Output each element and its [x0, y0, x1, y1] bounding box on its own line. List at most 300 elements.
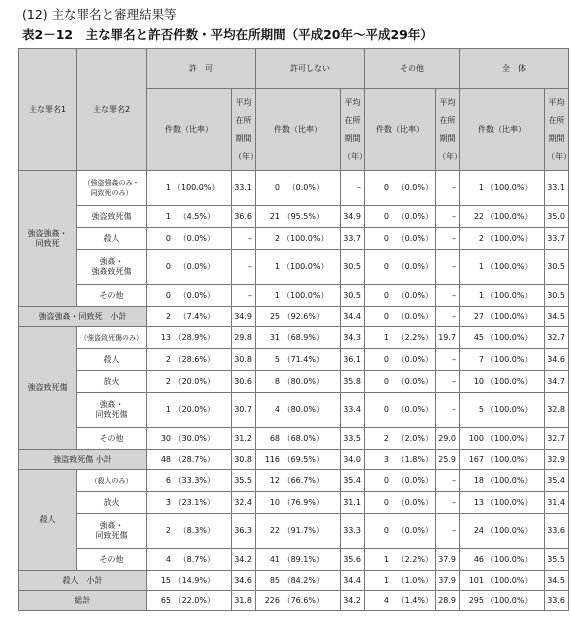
- avg-period-cell: 31.8: [232, 591, 256, 611]
- count-cell: [460, 514, 545, 549]
- avg-period-cell: 34.9: [341, 206, 365, 228]
- count-cell: [256, 349, 341, 371]
- count-cell: [460, 428, 545, 450]
- count-cell: [460, 307, 545, 327]
- count-cell: [460, 591, 545, 611]
- count-cell: [147, 307, 232, 327]
- count-cell: [365, 591, 436, 611]
- ratio-value: （100.0%）: [486, 475, 533, 485]
- table-row: [19, 349, 569, 371]
- count-cell: [365, 571, 436, 591]
- count-value: 1: [165, 183, 171, 192]
- count-cell: [365, 393, 436, 428]
- avg-period-cell: 34.0: [341, 450, 365, 470]
- table-row: [19, 492, 569, 514]
- count-cell: [147, 285, 232, 307]
- count-value: 0: [383, 183, 389, 192]
- count-cell: [147, 428, 232, 450]
- ratio-value: （100.0%）: [486, 233, 533, 243]
- count-cell: [256, 228, 341, 250]
- count-cell: [365, 470, 436, 492]
- subtotal-label: 殺人 小計: [19, 571, 147, 591]
- count-cell: [256, 450, 341, 470]
- count-value: 3: [165, 497, 171, 507]
- count-value: 4: [165, 554, 171, 564]
- avg-period-cell: 35.5: [545, 549, 569, 571]
- table-row: [19, 285, 569, 307]
- avg-period-cell: 36.1: [341, 349, 365, 371]
- ratio-value: （100.0%）: [486, 526, 533, 535]
- avg-period-cell: 32.7: [545, 327, 569, 349]
- count-value: 18: [473, 475, 484, 485]
- count-cell: [365, 171, 436, 206]
- count-cell: [147, 349, 232, 371]
- avg-period-cell: 19.7: [436, 327, 460, 349]
- ratio-value: （2.0%）: [396, 433, 433, 443]
- ratio-value: （8.7%）: [178, 554, 215, 564]
- avg-period-cell: 30.8: [232, 450, 256, 470]
- count-value: 1: [165, 211, 171, 221]
- ratio-value: （0.0%）: [396, 475, 433, 485]
- crime2-cell: 殺人: [77, 228, 147, 250]
- ratio-value: （0.0%）: [396, 497, 433, 507]
- count-cell: [365, 492, 436, 514]
- ratio-value: （2.2%）: [396, 332, 433, 342]
- ratio-value: （0.0%）: [396, 290, 433, 300]
- avg-period-cell: 29.8: [232, 327, 256, 349]
- count-value: 41: [269, 554, 280, 564]
- avg-period-cell: 35.5: [232, 470, 256, 492]
- avg-period-cell: 34.4: [341, 571, 365, 591]
- count-cell: [147, 393, 232, 428]
- count-value: 0: [165, 290, 171, 300]
- count-cell: [147, 450, 232, 470]
- avg-period-cell: –: [436, 371, 460, 393]
- count-cell: [147, 250, 232, 285]
- count-value: 1: [478, 262, 484, 271]
- count-value: 65: [160, 595, 171, 605]
- ratio-value: （14.9%）: [173, 575, 215, 585]
- count-value: 2: [478, 233, 484, 243]
- avg-period-cell: 25.9: [436, 450, 460, 470]
- count-cell: [256, 591, 341, 611]
- count-value: 8: [274, 376, 280, 386]
- count-value: 5: [478, 405, 484, 414]
- count-value: 1: [383, 575, 389, 585]
- ratio-value: （68.0%）: [282, 433, 324, 443]
- count-value: 27: [473, 311, 484, 321]
- count-value: 1: [478, 290, 484, 300]
- count-value: 1: [274, 262, 280, 271]
- header-row: [19, 49, 569, 89]
- count-value: 10: [473, 376, 484, 386]
- ratio-value: （100.0%）: [486, 405, 533, 414]
- ratio-value: （23.1%）: [173, 497, 215, 507]
- avg-period-cell: 30.7: [232, 393, 256, 428]
- avg-period-cell: –: [341, 171, 365, 206]
- count-cell: [365, 250, 436, 285]
- ratio-value: （0.0%）: [396, 211, 433, 221]
- header-avg: 平均 在所 期間 （年）: [436, 89, 460, 171]
- count-value: 167: [468, 454, 484, 464]
- avg-period-cell: 34.4: [341, 307, 365, 327]
- header-avg: 平均 在所 期間 （年）: [232, 89, 256, 171]
- avg-period-cell: 31.4: [545, 492, 569, 514]
- avg-period-cell: 35.6: [341, 549, 365, 571]
- count-value: 0: [383, 290, 389, 300]
- subtotal-row: [19, 450, 569, 470]
- ratio-value: （68.9%）: [282, 332, 324, 342]
- avg-period-cell: 33.1: [545, 171, 569, 206]
- count-value: 10: [269, 497, 280, 507]
- ratio-value: （0.0%）: [396, 526, 433, 535]
- avg-period-cell: –: [436, 250, 460, 285]
- crime2-cell: その他: [77, 428, 147, 450]
- avg-period-cell: 36.3: [232, 514, 256, 549]
- avg-period-cell: 33.5: [341, 428, 365, 450]
- crime2-cell: その他: [77, 285, 147, 307]
- table-row: [19, 393, 569, 428]
- ratio-value: （0.0%）: [178, 262, 215, 271]
- count-cell: [365, 228, 436, 250]
- avg-period-cell: 32.8: [545, 393, 569, 428]
- avg-period-cell: 34.2: [232, 549, 256, 571]
- table-row: [19, 327, 569, 349]
- ratio-value: （100.0%）: [486, 262, 533, 271]
- crime2-cell: 殺人: [77, 349, 147, 371]
- ratio-value: （1.0%）: [396, 575, 433, 585]
- count-cell: [365, 349, 436, 371]
- ratio-value: （1.4%）: [396, 595, 433, 605]
- count-value: 0: [274, 183, 280, 192]
- count-cell: [365, 549, 436, 571]
- count-value: 4: [274, 405, 280, 414]
- table-row: [19, 549, 569, 571]
- crime2-cell: 強姦・ 同致死傷: [77, 514, 147, 549]
- avg-period-cell: 33.4: [341, 393, 365, 428]
- ratio-value: （76.9%）: [282, 497, 324, 507]
- header-group: 許可しない: [256, 49, 365, 89]
- ratio-value: （2.2%）: [396, 554, 433, 564]
- count-cell: [256, 514, 341, 549]
- count-cell: [365, 327, 436, 349]
- count-value: 68: [269, 433, 280, 443]
- avg-period-cell: 32.7: [545, 428, 569, 450]
- count-cell: [256, 571, 341, 591]
- header-group: 全 体: [460, 49, 569, 89]
- count-value: 4: [383, 595, 389, 605]
- count-cell: [256, 171, 341, 206]
- count-value: 0: [383, 354, 389, 364]
- count-value: 1: [383, 332, 389, 342]
- crime1-cell: 強盗致死傷: [19, 327, 77, 450]
- avg-period-cell: 30.5: [341, 250, 365, 285]
- ratio-value: （7.4%）: [178, 311, 215, 321]
- crime2-cell: （殺人のみ）: [77, 470, 147, 492]
- count-cell: [460, 549, 545, 571]
- crime1-cell: 強盗強姦・ 同致死: [19, 171, 77, 307]
- count-cell: [460, 228, 545, 250]
- ratio-value: （100.0%）: [486, 554, 533, 564]
- ratio-value: （0.0%）: [396, 233, 433, 243]
- count-value: 21: [269, 211, 280, 221]
- avg-period-cell: 31.1: [341, 492, 365, 514]
- table-row: [19, 228, 569, 250]
- crime2-cell: その他: [77, 549, 147, 571]
- avg-period-cell: 35.4: [341, 470, 365, 492]
- header-crime2: 主な罪名2: [77, 49, 147, 171]
- count-cell: [460, 470, 545, 492]
- ratio-value: （100.0%）: [486, 454, 533, 464]
- avg-period-cell: –: [232, 250, 256, 285]
- ratio-value: （20.0%）: [173, 405, 215, 414]
- ratio-value: （0.0%）: [396, 354, 433, 364]
- count-value: 22: [473, 211, 484, 221]
- crime2-cell: 放火: [77, 371, 147, 393]
- ratio-value: （100.0%）: [282, 262, 329, 271]
- count-cell: [256, 549, 341, 571]
- ratio-value: （100.0%）: [486, 332, 533, 342]
- ratio-value: （100.0%）: [486, 376, 533, 386]
- ratio-value: （95.5%）: [282, 211, 324, 221]
- count-value: 13: [473, 497, 484, 507]
- ratio-value: （100.0%）: [486, 433, 533, 443]
- ratio-value: （28.7%）: [173, 454, 215, 464]
- avg-period-cell: 33.3: [341, 514, 365, 549]
- avg-period-cell: 34.3: [341, 327, 365, 349]
- avg-period-cell: 33.7: [341, 228, 365, 250]
- avg-period-cell: 30.6: [232, 371, 256, 393]
- count-cell: [460, 393, 545, 428]
- count-cell: [256, 428, 341, 450]
- avg-period-cell: 31.2: [232, 428, 256, 450]
- header-count: 件数（比率）: [147, 89, 232, 171]
- count-value: 0: [383, 233, 389, 243]
- count-value: 15: [160, 575, 171, 585]
- count-value: 0: [165, 233, 171, 243]
- header-crime1: 主な罪名1: [19, 49, 77, 171]
- ratio-value: （100.0%）: [486, 311, 533, 321]
- count-cell: [147, 171, 232, 206]
- count-value: 22: [269, 526, 280, 535]
- count-value: 2: [274, 233, 280, 243]
- avg-period-cell: 30.5: [545, 250, 569, 285]
- ratio-value: （0.0%）: [396, 311, 433, 321]
- table-row: [19, 171, 569, 206]
- ratio-value: （28.6%）: [173, 354, 215, 364]
- ratio-value: （100.0%）: [486, 575, 533, 585]
- avg-period-cell: 28.9: [436, 591, 460, 611]
- header-count: 件数（比率）: [460, 89, 545, 171]
- ratio-value: （100.0%）: [486, 595, 533, 605]
- avg-period-cell: –: [232, 228, 256, 250]
- ratio-value: （100.0%）: [486, 497, 533, 507]
- crime2-cell: 放火: [77, 492, 147, 514]
- header-group: その他: [365, 49, 460, 89]
- count-cell: [365, 285, 436, 307]
- subtotal-row: [19, 571, 569, 591]
- count-value: 0: [383, 262, 389, 271]
- count-cell: [460, 492, 545, 514]
- ratio-value: （22.0%）: [173, 595, 215, 605]
- ratio-value: （20.0%）: [173, 376, 215, 386]
- count-cell: [365, 371, 436, 393]
- count-cell: [460, 371, 545, 393]
- avg-period-cell: 34.5: [545, 571, 569, 591]
- table-row: [19, 470, 569, 492]
- ratio-value: （0.0%）: [396, 262, 433, 271]
- table-row: [19, 250, 569, 285]
- crime2-cell: 強姦・ 同致死傷: [77, 393, 147, 428]
- avg-period-cell: 33.6: [545, 591, 569, 611]
- count-cell: [147, 206, 232, 228]
- count-cell: [256, 371, 341, 393]
- table-caption: 表2－12 主な罪名と許否件数・平均在所期間（平成20年～平成29年）: [22, 27, 433, 42]
- crime2-cell: 強姦・ 強姦致死傷: [77, 250, 147, 285]
- count-cell: [147, 470, 232, 492]
- count-value: 30: [160, 433, 171, 443]
- count-value: 116: [264, 454, 280, 464]
- avg-period-cell: 35.8: [341, 371, 365, 393]
- header-group: 許 可: [147, 49, 256, 89]
- count-value: 46: [473, 554, 484, 564]
- ratio-value: （100.0%）: [486, 183, 533, 192]
- count-value: 12: [269, 475, 280, 485]
- count-cell: [147, 549, 232, 571]
- count-cell: [147, 228, 232, 250]
- avg-period-cell: –: [436, 206, 460, 228]
- count-cell: [460, 206, 545, 228]
- avg-period-cell: 33.6: [545, 514, 569, 549]
- count-cell: [147, 492, 232, 514]
- section-title: (12) 主な罪名と審理結果等: [22, 7, 177, 22]
- avg-period-cell: –: [436, 307, 460, 327]
- ratio-value: （0.0%）: [178, 290, 215, 300]
- avg-period-cell: –: [232, 285, 256, 307]
- count-value: 6: [165, 475, 171, 485]
- count-cell: [460, 349, 545, 371]
- count-value: 25: [269, 311, 280, 321]
- count-value: 5: [274, 354, 280, 364]
- count-value: 0: [383, 475, 389, 485]
- avg-period-cell: 32.9: [545, 450, 569, 470]
- avg-period-cell: –: [436, 285, 460, 307]
- avg-period-cell: 35.4: [545, 470, 569, 492]
- avg-period-cell: 30.5: [341, 285, 365, 307]
- count-value: 1: [478, 183, 484, 192]
- count-cell: [460, 250, 545, 285]
- count-cell: [147, 591, 232, 611]
- count-value: 100: [468, 433, 484, 443]
- ratio-value: （80.0%）: [282, 376, 324, 386]
- count-cell: [256, 327, 341, 349]
- avg-period-cell: –: [436, 349, 460, 371]
- count-cell: [147, 371, 232, 393]
- count-value: 31: [269, 332, 280, 342]
- count-value: 3: [383, 454, 389, 464]
- avg-period-cell: –: [436, 393, 460, 428]
- ratio-value: （92.6%）: [282, 311, 324, 321]
- ratio-value: （100.0%）: [282, 233, 329, 243]
- ratio-value: （76.6%）: [282, 595, 324, 605]
- count-cell: [256, 250, 341, 285]
- count-value: 45: [473, 332, 484, 342]
- count-value: 0: [383, 405, 389, 414]
- avg-period-cell: 34.6: [545, 349, 569, 371]
- count-cell: [365, 450, 436, 470]
- count-value: 1: [165, 405, 171, 414]
- table-row: [19, 428, 569, 450]
- count-cell: [256, 307, 341, 327]
- count-cell: [256, 492, 341, 514]
- count-cell: [256, 393, 341, 428]
- count-value: 2: [165, 354, 171, 364]
- count-value: 0: [383, 376, 389, 386]
- avg-period-cell: –: [436, 228, 460, 250]
- header-avg: 平均 在所 期間 （年）: [341, 89, 365, 171]
- count-value: 24: [473, 526, 484, 535]
- ratio-value: （89.1%）: [282, 554, 324, 564]
- count-cell: [147, 571, 232, 591]
- ratio-value: （0.0%）: [396, 405, 433, 414]
- count-cell: [460, 285, 545, 307]
- ratio-value: （71.4%）: [282, 354, 324, 364]
- ratio-value: （100.0%）: [486, 354, 533, 364]
- crime2-cell: 強盗致死傷: [77, 206, 147, 228]
- count-value: 0: [383, 497, 389, 507]
- avg-period-cell: 30.5: [545, 285, 569, 307]
- count-cell: [460, 571, 545, 591]
- results-table: [18, 48, 569, 611]
- avg-period-cell: 37.9: [436, 549, 460, 571]
- count-value: 7: [478, 354, 484, 364]
- total-label: 総計: [19, 591, 147, 611]
- ratio-value: （0.0%）: [178, 233, 215, 243]
- avg-period-cell: 33.7: [545, 228, 569, 250]
- count-value: 2: [165, 526, 171, 535]
- header-avg: 平均 在所 期間 （年）: [545, 89, 569, 171]
- ratio-value: （80.0%）: [282, 405, 324, 414]
- count-value: 2: [383, 433, 389, 443]
- count-cell: [256, 206, 341, 228]
- ratio-value: （100.0%）: [486, 290, 533, 300]
- ratio-value: （8.3%）: [178, 526, 215, 535]
- avg-period-cell: –: [436, 470, 460, 492]
- count-value: 85: [269, 575, 280, 585]
- count-value: 1: [383, 554, 389, 564]
- ratio-value: （100.0%）: [173, 183, 220, 192]
- header-count: 件数（比率）: [365, 89, 436, 171]
- count-value: 48: [160, 454, 171, 464]
- count-value: 0: [383, 211, 389, 221]
- subtotal-label: 強盗強姦・同致死 小計: [19, 307, 147, 327]
- count-cell: [460, 450, 545, 470]
- avg-period-cell: 30.8: [232, 349, 256, 371]
- count-value: 13: [160, 332, 171, 342]
- ratio-value: （84.2%）: [282, 575, 324, 585]
- ratio-value: （100.0%）: [282, 290, 329, 300]
- avg-period-cell: 29.0: [436, 428, 460, 450]
- ratio-value: （69.5%）: [282, 454, 324, 464]
- avg-period-cell: 32.4: [232, 492, 256, 514]
- count-value: 226: [264, 595, 280, 605]
- count-cell: [147, 327, 232, 349]
- count-value: 0: [383, 311, 389, 321]
- crime2-cell: （強盗致死傷のみ）: [77, 327, 147, 349]
- avg-period-cell: –: [436, 514, 460, 549]
- count-value: 2: [165, 376, 171, 386]
- avg-period-cell: 34.5: [545, 307, 569, 327]
